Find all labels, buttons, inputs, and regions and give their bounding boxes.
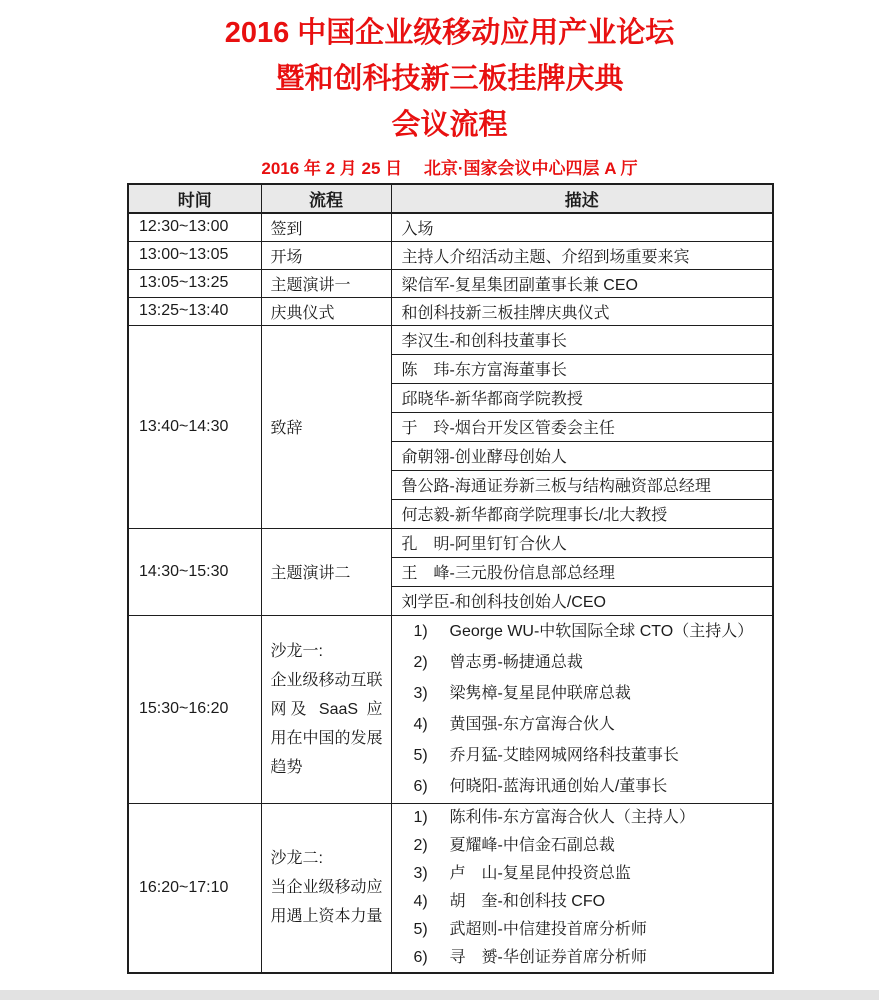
speaker-name: 何晓阳-蓝海讯通创始人/董事长: [449, 778, 668, 795]
table-row: [128, 241, 773, 269]
speaker-name: 夏耀峰-中信金石副总裁: [449, 836, 615, 854]
description-cell: 和创科技新三板挂牌庆典仪式: [391, 297, 773, 325]
agenda-table-header: [128, 184, 773, 213]
speaker-number: 1): [413, 623, 428, 640]
speaker-item: [414, 832, 765, 860]
table-row: [128, 615, 773, 803]
time-cell: 13:00~13:05: [128, 241, 261, 269]
speaker-number: 2): [413, 654, 428, 671]
page-title-line-3: 会议流程: [391, 109, 508, 141]
speaker-item: [414, 888, 765, 916]
speaker-number: 3): [413, 864, 428, 882]
speaker-number: 3): [413, 685, 428, 702]
page-title-line-2: 暨和创科技新三板挂牌庆典: [275, 63, 624, 95]
speaker-cell: 邱晓华-新华都商学院教授: [391, 383, 773, 412]
speaker-name: George WU-中软国际全球 CTO（主持人）: [449, 623, 754, 640]
speaker-cell: 陈 玮-东方富海董事长: [391, 354, 773, 383]
speaker-name: 胡 奎-和创科技 CFO: [449, 892, 606, 910]
speaker-list-cell: [391, 615, 773, 803]
description-cell: 入场: [391, 213, 773, 241]
page-bottom-edge: [0, 990, 879, 1000]
speaker-item: [414, 771, 765, 802]
speaker-cell: 李汉生-和创科技董事长: [391, 325, 773, 354]
speaker-number: 6): [413, 778, 428, 795]
speaker-number: 4): [413, 892, 428, 910]
speaker-number: 5): [413, 747, 428, 764]
speaker-item: [414, 678, 765, 709]
agenda-table: [127, 183, 774, 974]
table-row: [128, 213, 773, 241]
time-cell: 13:05~13:25: [128, 269, 261, 297]
table-row: [128, 269, 773, 297]
panel-topic: 企业级移动互联网及 SaaS 应用在中国的发展趋势: [270, 671, 383, 776]
speaker-name: 乔月猛-艾睦网城网络科技董事长: [449, 747, 679, 764]
speaker-name: 梁隽樟-复星昆仲联席总裁: [449, 685, 631, 702]
speaker-item: [414, 860, 765, 888]
speaker-cell: 于 玲-烟台开发区管委会主任: [391, 412, 773, 441]
process-cell: 庆典仪式: [261, 297, 391, 325]
time-cell: 15:30~16:20: [128, 615, 261, 803]
speaker-number: 6): [413, 948, 428, 966]
process-cell: 主题演讲一: [261, 269, 391, 297]
col-header-time: 时间: [128, 184, 261, 213]
table-row: [128, 803, 773, 973]
time-cell: 16:20~17:10: [128, 803, 261, 973]
speaker-cell: 何志毅-新华都商学院理事长/北大教授: [391, 499, 773, 528]
time-cell: 13:25~13:40: [128, 297, 261, 325]
speaker-item: [414, 804, 765, 832]
speaker-name: 曾志勇-畅捷通总裁: [449, 654, 583, 671]
table-row: [128, 528, 773, 557]
speaker-number: 2): [413, 836, 428, 854]
speaker-name: 陈利伟-东方富海合伙人（主持人）: [449, 808, 695, 826]
page-header: [117, 10, 782, 181]
panel-topic: 当企业级移动应用遇上资本力量: [270, 879, 383, 925]
speaker-cell: 孔 明-阿里钉钉合伙人: [391, 528, 773, 557]
speaker-item: [414, 916, 765, 944]
speaker-item: [414, 647, 765, 678]
speaker-cell: 刘学臣-和创科技创始人/CEO: [391, 586, 773, 615]
speaker-item: [414, 740, 765, 771]
process-cell: 致辞: [261, 325, 391, 528]
col-header-process: 流程: [261, 184, 391, 213]
speaker-name: 寻 赟-华创证券首席分析师: [449, 948, 647, 966]
speaker-number: 1): [413, 808, 428, 826]
speaker-list-cell: [391, 803, 773, 973]
process-cell: [261, 803, 391, 973]
speaker-item: [414, 709, 765, 740]
page-title-line-1: 2016 中国企业级移动应用产业论坛: [224, 17, 675, 49]
date-venue-line: 2016 年 2 月 25 日 北京·国家会议中心四层 A 厅: [261, 159, 638, 178]
speaker-cell: 鲁公路-海通证券新三板与结构融资部总经理: [391, 470, 773, 499]
speaker-cell: 王 峰-三元股份信息部总经理: [391, 557, 773, 586]
time-cell: 13:40~14:30: [128, 325, 261, 528]
time-cell: 12:30~13:00: [128, 213, 261, 241]
speaker-list: [402, 616, 765, 802]
speaker-cell: 俞朝翎-创业酵母创始人: [391, 441, 773, 470]
speaker-number: 5): [413, 920, 428, 938]
speaker-item: [414, 616, 765, 647]
panel-title: 沙龙二:: [270, 850, 323, 867]
description-cell: 主持人介绍活动主题、介绍到场重要来宾: [391, 241, 773, 269]
time-cell: 14:30~15:30: [128, 528, 261, 615]
speaker-item: [414, 944, 765, 972]
process-cell: 主题演讲二: [261, 528, 391, 615]
speaker-number: 4): [413, 716, 428, 733]
table-row: [128, 325, 773, 354]
description-cell: 梁信军-复星集团副董事长兼 CEO: [391, 269, 773, 297]
process-cell: [261, 615, 391, 803]
speaker-list: [402, 804, 765, 972]
speaker-name: 卢 山-复星昆仲投资总监: [449, 864, 631, 882]
speaker-name: 武超则-中信建投首席分析师: [449, 920, 647, 938]
speaker-name: 黄国强-东方富海合伙人: [449, 716, 615, 733]
col-header-description: 描述: [391, 184, 773, 213]
process-cell: 签到: [261, 213, 391, 241]
table-row: [128, 297, 773, 325]
panel-title: 沙龙一:: [270, 642, 323, 660]
process-cell: 开场: [261, 241, 391, 269]
